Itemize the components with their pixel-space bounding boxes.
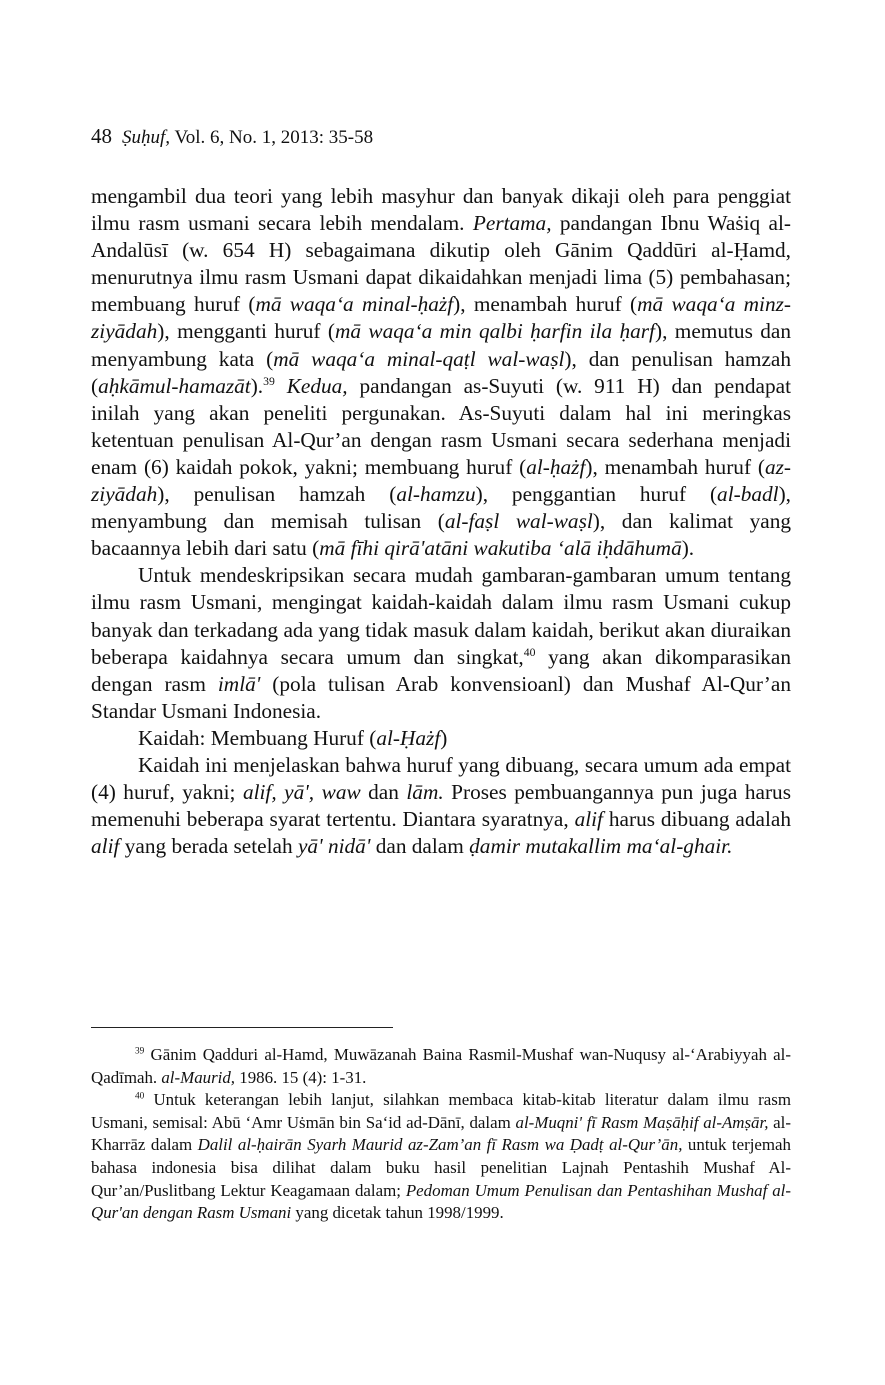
text-run: Kaidah: Membuang Huruf ( bbox=[138, 725, 377, 750]
text-run-italic: al-hamzu bbox=[396, 482, 476, 507]
footnote-separator bbox=[91, 1027, 393, 1028]
paragraph bbox=[91, 562, 791, 725]
text-run: ), menambah huruf ( bbox=[453, 292, 638, 317]
text-run-italic: al-faṣl wal-waṣl bbox=[444, 509, 593, 534]
text-run: yang akan dikomparasikan dengan rasm bbox=[91, 644, 791, 696]
text-run-italic: Pertama, bbox=[472, 211, 552, 236]
text-run-italic: lām. bbox=[406, 780, 444, 805]
footnote-number: 40 bbox=[135, 1091, 145, 1102]
text-run-italic: mā waqa‘a min qalbi ḥarfin ila ḥarf bbox=[334, 319, 655, 344]
footnote-ref-40[interactable]: 40 bbox=[523, 645, 536, 659]
text-run: ). bbox=[681, 536, 695, 561]
text-run: Proses pembuangannya pun juga harus memenuhi beberapa syarat tertentu. Diantara syaratnya, bbox=[91, 780, 791, 832]
text-run: ), dan kalimat yang bacaannya lebih dari satu ( bbox=[91, 509, 791, 561]
text-run: ), menyambung dan memisah tulisan ( bbox=[91, 482, 791, 534]
text-run-italic: mā waqa‘a minal-qaṭl wal-waṣl bbox=[273, 346, 565, 371]
text-run: dan dalam bbox=[370, 834, 470, 859]
body-text bbox=[91, 183, 791, 860]
text-run: mengambil dua teori yang lebih masyhur dan banyak dikaji oleh para penggiat ilmu rasm usmani secara lebih mendalam. bbox=[91, 184, 791, 236]
text-run-italic: mā fīhi qirā'atāni wakutiba ‘alā iḥdāhumā bbox=[319, 536, 682, 561]
text-run: ), penulisan hamzah ( bbox=[157, 482, 397, 507]
text-run-italic: aḥkāmul-hamazāt bbox=[98, 373, 251, 398]
text-run: harus dibuang adalah bbox=[602, 807, 791, 832]
text-run-italic: Dalil al-ḥairān Syarh Maurid az-Zam’an fī Rasm wa Ḍadṭ al-Qur’ān, bbox=[197, 1135, 683, 1155]
text-run: pandangan as-Suyuti (w. 911 H) dan pendapat inilah yang akan peneliti pergunakan. As-Suyuti dalam hal ini meringkas ketentuan penulisan Al-Qur’an dengan rasm Usmani secara sederhana menjadi enam (6) kaidah pokok, yakni; membuang huruf ( bbox=[91, 373, 791, 479]
text-run-italic: Kedua, bbox=[286, 373, 348, 398]
text-run-italic: yā' nidā' bbox=[297, 834, 371, 859]
text-run: Untuk mendeskripsikan secara mudah gambaran-gambaran umum tentang ilmu rasm Usmani, mengingat kaidah-kaidah dalam ilmu rasm Usmani cukup banyak dan terkadang ada yang tidak masuk dalam kaidah, berikut akan diuraikan beberapa kaidahnya secara umum dan singkat, bbox=[91, 563, 791, 669]
paragraph bbox=[91, 752, 791, 860]
text-run-italic: mā waqa‘a minal-ḥażf bbox=[255, 292, 454, 317]
footnotes bbox=[91, 1044, 791, 1225]
footnote-39 bbox=[91, 1044, 791, 1089]
text-run-italic: alif bbox=[91, 834, 120, 859]
footnote-ref-39[interactable]: 39 bbox=[263, 374, 275, 388]
text-run: al-Kharrāz dalam bbox=[91, 1112, 791, 1155]
text-run-italic: ḍamir mutakallim ma‘al-ghair. bbox=[469, 834, 733, 859]
paragraph bbox=[91, 183, 791, 562]
text-run-italic: az-ziyādah bbox=[91, 454, 791, 507]
text-run: ), dan penulisan hamzah ( bbox=[91, 346, 792, 398]
text-run: Gānim Qadduri al-Hamd, Muwāzanah Baina Rasmil-Mushaf wan-Nuqusy al-‘Arabiyyah al-Qadīmah. bbox=[91, 1045, 791, 1087]
text-run-italic: Pedoman Umum Penulisan dan Pentashihan Mushaf al-Qur'an dengan Rasm Usmani bbox=[91, 1180, 791, 1223]
text-run: 1986. 15 (4): 1-31. bbox=[235, 1067, 367, 1087]
text-run: pandangan Ibnu Waṡiq al-Andalūsī (w. 654 H) sebagaimana dikutip oleh Gānim Qaddūri al-Ḥamd, menurutnya ilmu rasm Usmani dapat dikaidahkan menjadi lima (5) pembahasan; membuang huruf ( bbox=[91, 211, 791, 317]
journal-name: Ṣuḥuf, bbox=[122, 127, 171, 148]
text-run: (pola tulisan Arab konvensioanl) dan Mushaf Al-Qur’an Standar Usmani Indonesia. bbox=[91, 671, 791, 723]
text-run-italic: al-ḥażf bbox=[526, 454, 586, 479]
text-run: yang berada setelah bbox=[119, 834, 298, 859]
text-run-italic: al-Muqni' fī Rasm Maṣāḥif al-Amṣār, bbox=[515, 1112, 769, 1132]
text-run: Kaidah ini menjelaskan bahwa huruf yang dibuang, secara umum ada empat (4) huruf, yakni; bbox=[91, 752, 791, 805]
citation: Vol. 6, No. 1, 2013: 35-58 bbox=[174, 127, 374, 148]
text-run: ), mengganti huruf ( bbox=[157, 319, 335, 344]
running-header bbox=[91, 124, 373, 149]
text-run-italic: mā waqa‘a minz-ziyādah bbox=[91, 292, 791, 344]
text-run: ), penggantian huruf ( bbox=[475, 482, 718, 507]
text-run: ) bbox=[440, 725, 448, 750]
text-run: ), menambah huruf ( bbox=[585, 454, 765, 479]
text-run: untuk terjemah bahasa indonesia bisa dilihat dalam buku hasil penelitian Lajnah Pentashih Mushaf Al-Qur’an/Puslitbang Lektur Keagamaan dalam; bbox=[91, 1135, 791, 1200]
page-number: 48 bbox=[91, 124, 112, 148]
section-heading bbox=[91, 725, 791, 752]
text-run: Untuk keterangan lebih lanjut, silahkan membaca kitab-kitab literatur dalam ilmu rasm Usmani, semisal: Abū ‘Amr Uṡmān bin Sa‘id ad-Dānī, dalam bbox=[91, 1090, 791, 1132]
text-run: yang dicetak tahun 1998/1999. bbox=[291, 1203, 504, 1223]
text-run-italic: alif bbox=[574, 807, 603, 832]
text-run-italic: al-Ḥażf bbox=[376, 725, 441, 750]
text-run-italic: alif, yā', waw bbox=[242, 780, 361, 805]
footnote-number: 39 bbox=[135, 1046, 145, 1057]
text-run: dan bbox=[360, 780, 407, 805]
text-run: ). bbox=[250, 373, 264, 398]
text-run-italic: imlā' bbox=[217, 671, 261, 696]
text-run-italic: al-badl bbox=[717, 482, 779, 507]
text-run: ), memutus dan menyambung kata ( bbox=[91, 319, 792, 371]
footnote-40 bbox=[91, 1089, 791, 1225]
text-run bbox=[275, 374, 287, 398]
text-run-italic: al-Maurid, bbox=[161, 1067, 236, 1087]
